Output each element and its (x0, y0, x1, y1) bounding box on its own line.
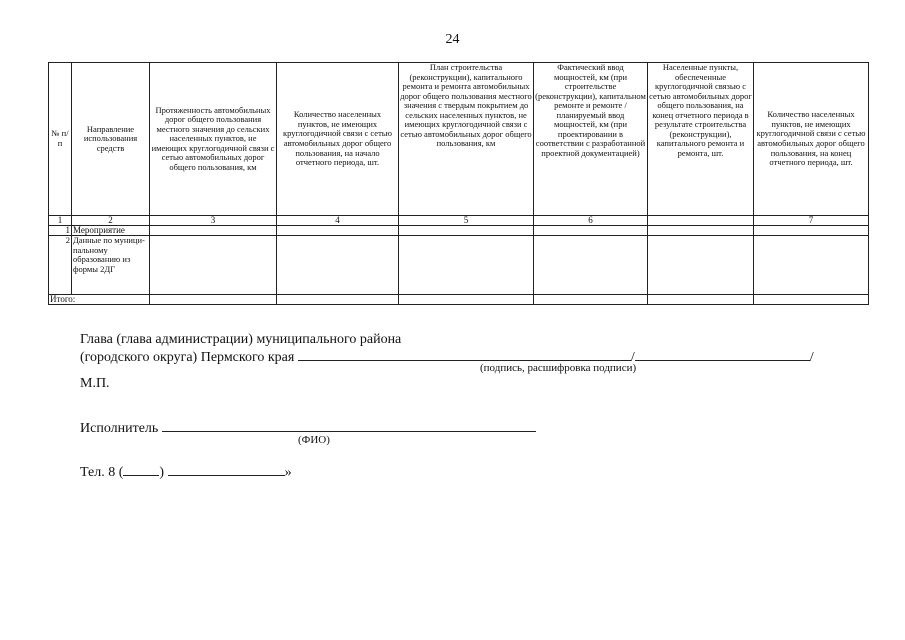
header-direction: Направление использования средств (72, 63, 150, 216)
header-settlements-provided: Населенные пункты, обеспеченные круглогодичной связью с сетью автомобильных дорог общего пользования, на конец отчетного периода в результате строительства (реконструкции), капитального ремонта и ремонта, шт. (648, 63, 754, 216)
fio-caption: (ФИО) (298, 434, 330, 446)
total-row (49, 295, 869, 305)
column-numbers-row (49, 216, 869, 226)
total-label: Итого: (49, 295, 150, 305)
executor-label: Исполнитель (80, 421, 159, 436)
signature-line[interactable] (298, 348, 631, 361)
table-cell[interactable] (399, 295, 534, 305)
header-road-length: Протяженность автомобильных дорог общего пользования местного значения до сельских населенных пунктов, не имеющих круглогодичной связи с сетью автомобильных дорог общего пользования, км (150, 63, 277, 216)
table-cell[interactable] (534, 236, 648, 295)
header-construction-plan: План строительства (реконструкции), капитального ремонта и ремонта автомобильных дорог общего пользования местного значения с твердым покрытием до сельских населенных пунктов, не имеющих круглогодичной связи с сетью автомобильных дорог общего пользования, км (399, 63, 534, 216)
header-settlements-end: Количество населенных пунктов, не имеющих круглогодичной связи с сетью автомобильных дорог общего пользования, на конец отчетного периода, шт. (754, 63, 869, 216)
slash-separator: / (809, 350, 814, 365)
row-number: 1 (49, 226, 72, 236)
column-number: 4 (277, 216, 399, 226)
executor-input-line[interactable] (162, 419, 536, 432)
table-cell[interactable] (399, 236, 534, 295)
table-cell[interactable] (648, 236, 754, 295)
name-line[interactable] (635, 348, 810, 361)
table-cell[interactable] (277, 295, 399, 305)
table-row (49, 236, 869, 295)
phone-prefix: Тел. 8 ( (80, 465, 124, 480)
signature-title-line1: Глава (глава администрации) муниципального района (80, 332, 402, 347)
phone-end: » (284, 465, 292, 480)
table-cell[interactable] (534, 226, 648, 236)
slash-separator: / (630, 350, 635, 365)
table-cell[interactable] (150, 295, 277, 305)
row-number: 2 (49, 236, 72, 295)
phone-number-line[interactable] (168, 463, 285, 476)
signature-title-text: (городского округа) Пермского края (80, 350, 295, 365)
table-row (49, 226, 869, 236)
phone-line (80, 463, 292, 481)
column-number: 1 (49, 216, 72, 226)
table-cell[interactable] (648, 295, 754, 305)
header-num: № п/п (49, 63, 72, 216)
signature-caption: (подпись, расшифровка подписи) (480, 362, 637, 374)
table-cell[interactable] (277, 226, 399, 236)
row-label: Данные по муници-пальному образованию из формы 2ДГ (72, 236, 150, 295)
table-cell[interactable] (399, 226, 534, 236)
table-cell[interactable] (754, 295, 869, 305)
page-number: 24 (445, 32, 460, 47)
column-number-empty (648, 216, 754, 226)
phone-close: ) (159, 465, 165, 480)
table-cell[interactable] (534, 295, 648, 305)
column-number: 7 (754, 216, 869, 226)
column-number: 2 (72, 216, 150, 226)
header-actual-input: Фактический ввод мощностей, км (при строительстве (реконструкции), капитальном ремонте и ремонте / планируемый ввод мощностей, км (при проектировании в соответствии с разработанной проектной документацией) (534, 63, 648, 216)
signature-title-line2 (80, 348, 814, 366)
table-cell[interactable] (754, 236, 869, 295)
row-label: Мероприятие (72, 226, 150, 236)
table-cell[interactable] (150, 236, 277, 295)
phone-code-line[interactable] (123, 463, 159, 476)
column-number: 3 (150, 216, 277, 226)
stamp-label: М.П. (80, 376, 110, 391)
table-cell[interactable] (277, 236, 399, 295)
header-row (49, 63, 869, 216)
report-table (48, 62, 869, 305)
column-number: 5 (399, 216, 534, 226)
table-cell[interactable] (648, 226, 754, 236)
table-cell[interactable] (754, 226, 869, 236)
column-number: 6 (534, 216, 648, 226)
table-cell[interactable] (150, 226, 277, 236)
header-settlements-start: Количество населенных пунктов, не имеющих круглогодичной связи с сетью автомобильных дорог общего пользования, на начало отчетного периода, шт. (277, 63, 399, 216)
